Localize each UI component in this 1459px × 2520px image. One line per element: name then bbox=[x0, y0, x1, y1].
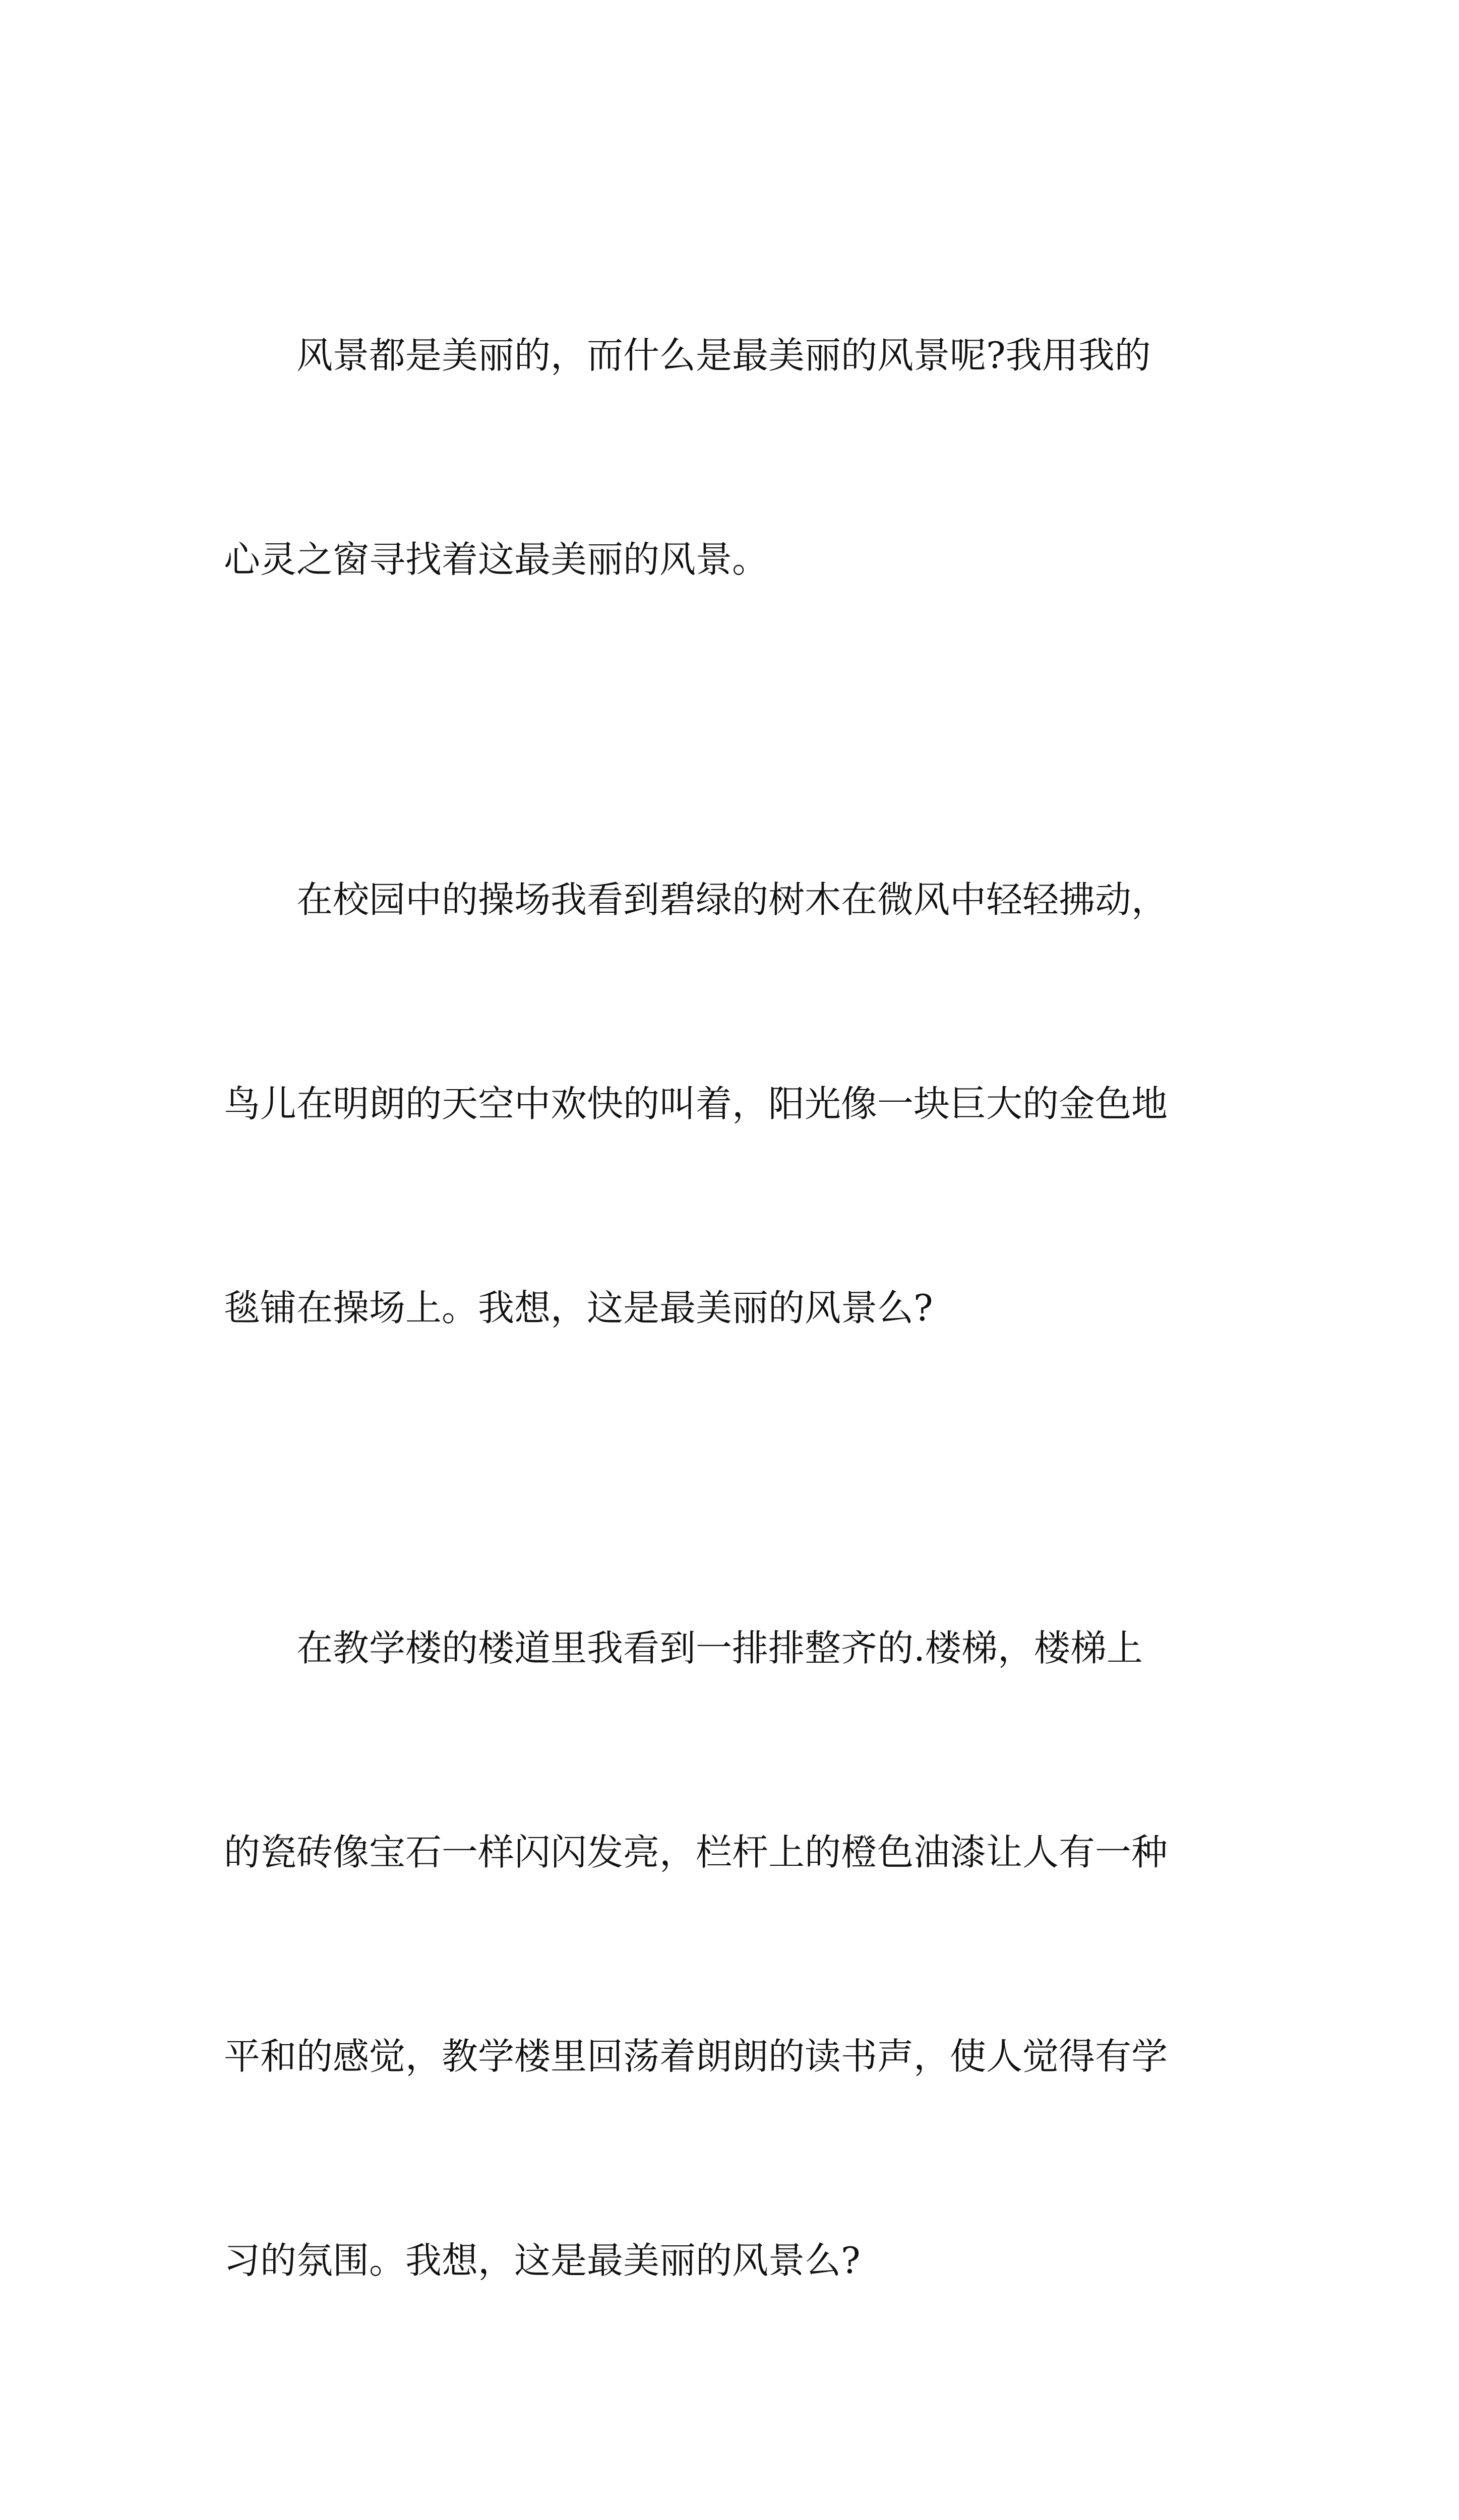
paragraph-1 bbox=[224, 185, 1247, 730]
text-line: 心灵之窗寻找着这最美丽的风景。 bbox=[224, 538, 769, 581]
text-line: 在校园中的操场我看到碧绿的树木在微风中轻轻拂动， bbox=[296, 878, 1168, 921]
text-line: 习的氛围。我想，这是最美丽的风景么? bbox=[224, 2239, 861, 2282]
text-line: 毯铺在操场上。我想，这是最美丽的风景么? bbox=[224, 1287, 933, 1329]
text-line: 平和的感觉，教学楼里回荡着朗朗的读书声，使人觉得有学 bbox=[224, 2035, 1168, 2077]
text-line: 风景都是美丽的，而什么是最美丽的风景呢?我用我的 bbox=[296, 334, 1151, 376]
text-line: 在教学楼的楼道里我看到一排排整齐的.楼梯，楼梯上 bbox=[296, 1627, 1143, 1669]
paragraph-4 bbox=[224, 2431, 1247, 2520]
text-line: 的瓷砖像宝石一样闪闪发亮，栏杆上的橙色油漆让人有一种 bbox=[224, 1831, 1168, 1873]
text-line: 鸟儿在明朗的天空中欢快的叫着，阳光像一块巨大的金色地 bbox=[224, 1083, 1168, 1125]
document-body bbox=[224, 185, 1247, 2520]
paragraph-2 bbox=[224, 730, 1247, 1478]
paragraph-3 bbox=[224, 1478, 1247, 2431]
